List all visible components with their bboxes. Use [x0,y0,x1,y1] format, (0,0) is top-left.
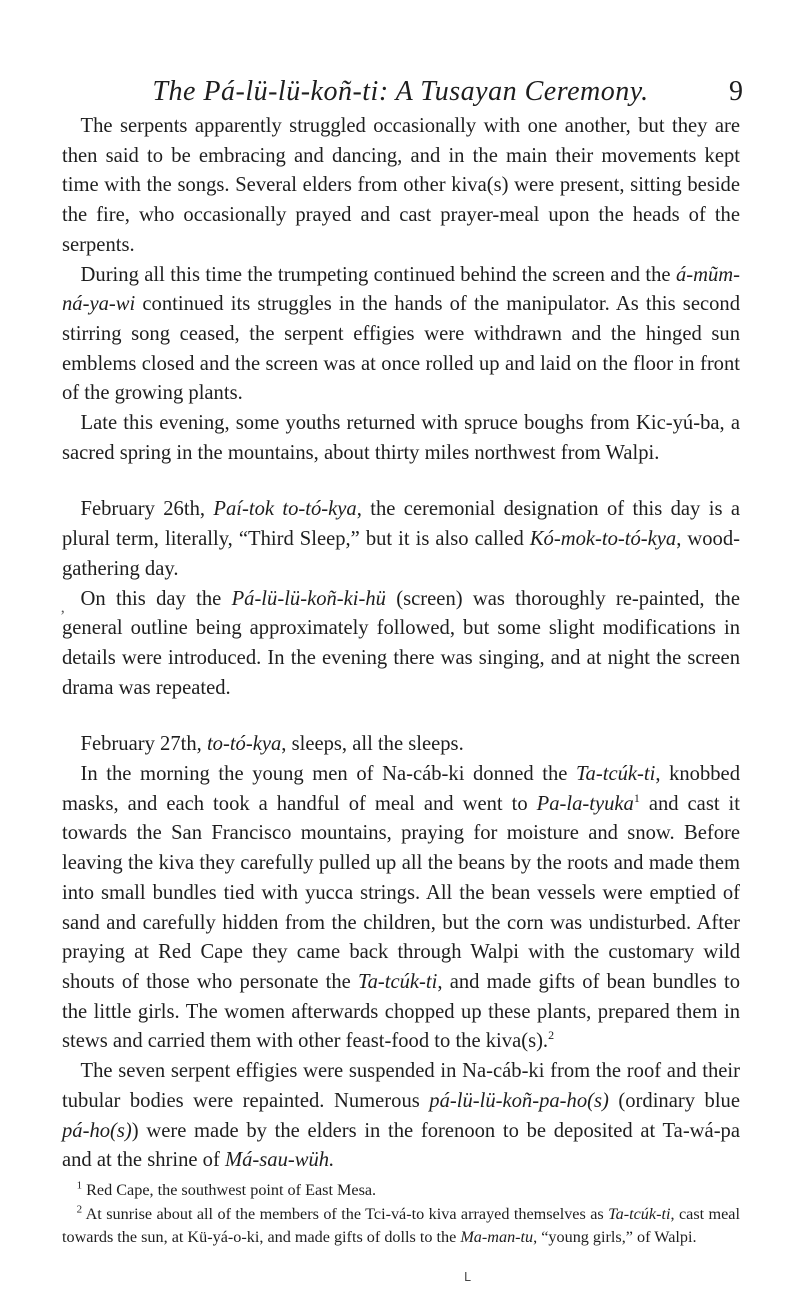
italic-term: pá-ho(s) [62,1119,132,1142]
italic-term: Ta-tcúk-ti [576,763,656,786]
italic-term: á-mũm-ná-ya-wi [62,263,740,316]
text-run: , cast meal towards the sun, at Kü-yá-o-ki, and made gifts of dolls to the [62,1204,740,1246]
footnote-ref: 2 [548,1028,555,1043]
text-run: In the morning the young men of Na-cáb-ki donned the [80,763,576,786]
paragraph [62,1057,740,1176]
paragraph [62,760,740,1057]
paragraph [62,730,740,760]
text-run: At sunrise about all of the members of the Tci-vá-to kiva arrayed themselves as [82,1204,609,1223]
italic-term: Ma-man-tu [460,1228,534,1246]
text-run: , wood-gathering day. [62,528,740,580]
footnote [62,1203,740,1250]
footnote [62,1179,740,1203]
footnote-ref: 2 [76,1203,83,1216]
text-run: Red Cape, the southwest point of East Mesa. [82,1181,377,1199]
text-run: and cast it towards the San Francisco mountains, praying for moisture and snow. Before leaving the kiva they carefully pulled up all the beans by the roots and made them into small bundles tied with yucca strings. All the bean vessels were emptied of sand and carefully hidden from the children, but the corn was undisturbed. After praying at Red Cape they came back through Walpi with the customary wild shouts of those who personate the [62,792,740,993]
text-run: (screen) was thoroughly re-painted, the general outline being approximately followed, but some slight modifications in details were introduced. In the evening there was singing, and at night the screen drama was repeated. [62,587,740,699]
text-run: The serpents apparently struggled occasionally with one another, but they are then said to be embracing and dancing, and in the main their movements kept time with the songs. Several elders from other kiva(s) were present, sitting beside the fire, who occasionally prayed and cast prayer-meal upon the heads of the serpents. [62,115,740,256]
text-run: , “young girls,” of Walpi. [533,1228,697,1246]
body-text [62,112,740,1176]
footnote-ref: 1 [633,790,640,805]
text-run: (ordinary blue [608,1089,740,1112]
text-run: , knobbed masks, and each took a handful of meal and went to [62,763,740,815]
italic-term: to-tó-kya [206,733,282,756]
italic-term: Pá-lü-lü-koñ-ki-hü [231,587,386,610]
paragraph [62,261,740,410]
paragraph-gap [62,468,740,495]
italic-term: Pa-la-tyuka [536,792,634,815]
italic-term: Paí-tok to-tó-kya [213,498,357,521]
text-run: On this day the [80,587,232,610]
paragraph [62,409,740,468]
paragraph-gap [62,703,740,730]
footnotes [62,1179,740,1250]
paragraph [62,585,740,704]
text-run: During all this time the trumpeting continued behind the screen and the [80,263,676,286]
text-run: , and made gifts of bean bundles to the little girls. The women afterwards chopped up these plants, prepared them in stews and carried them with other feast-food to the kiva(s). [62,970,740,1053]
italic-term: Kó-mok-to-tó-kya [529,528,677,551]
italic-term: Má-sau-wüh. [224,1149,335,1172]
text-run: February 26th, [80,498,214,521]
margin-mark: ‚ [60,599,66,616]
paragraph [62,495,740,584]
printer-signature-mark: L [464,1270,471,1284]
text-run: , sleeps, all the sleeps. [281,733,464,756]
text-run: February 27th, [80,733,207,756]
italic-term: Ta-tcúk-ti [608,1204,671,1223]
page-header [0,72,801,112]
text-run: The seven serpent effigies were suspended in Na-cáb-ki from the roof and their tubular bodies were repainted. Numerous [62,1060,740,1112]
text-run: ) were made by the elders in the forenoon to be deposited at Ta-wá-pa and at the shrine of [62,1119,740,1172]
text-run: Late this evening, some youths returned with spruce boughs from Kic-yú-ba, a sacred spring in the mountains, about thirty miles northwest from Walpi. [62,412,740,464]
text-run: continued its struggles in the hands of the manipulator. As this second stirring song ceased, the serpent effigies were withdrawn and the hinged sun emblems closed and the screen was at once rolled up and laid on the floor in front of the growing plants. [62,293,740,405]
italic-term: Ta-tcúk-ti [358,970,438,993]
text-run: , the ceremonial designation of this day is a plural term, literally, “Third Sleep,” but it is also called [62,498,740,551]
paragraph [62,112,740,261]
page-number: 9 [729,76,743,107]
footnote-ref: 1 [76,1179,83,1192]
italic-term: pá-lü-lü-koñ-pa-ho(s) [429,1089,609,1112]
running-head-title: The Pá-lü-lü-koñ-ti: A Tusayan Ceremony. [152,76,649,107]
